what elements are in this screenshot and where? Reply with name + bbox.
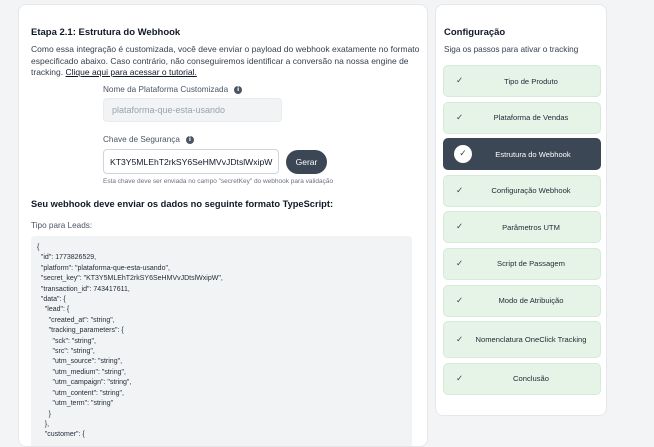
code-line: "customer": {	[37, 431, 85, 439]
step-label: Estrutura do Webhook	[495, 149, 571, 159]
sidebar-subtitle: Siga os passos para ativar o tracking	[444, 45, 579, 54]
intro-paragraph: Como essa integração é customizada, você deve enviar o payload do webhook exatamente no formato especificado abaixo. Caso contrário, não conseguiremos identificar a conversão na nossa engine de tracking.	[31, 44, 420, 77]
tutorial-link[interactable]: Clique aqui para acessar o tutorial.	[65, 67, 197, 77]
security-key-label-text: Chave de Segurança	[103, 135, 180, 144]
step-nomenclatura-oneclick-tracking[interactable]	[443, 321, 601, 358]
code-line: "transaction_id": 743417611,	[37, 285, 130, 293]
step-label: Tipo de Produto	[504, 76, 558, 86]
platform-name-label-text: Nome da Plataforma Customizada	[103, 85, 229, 94]
step-label: Parâmetros UTM	[502, 222, 560, 232]
code-line: },	[37, 420, 50, 428]
check-icon: ✓	[456, 295, 464, 306]
leads-type-label: Tipo para Leads:	[31, 221, 93, 230]
step-configuracao-webhook[interactable]	[443, 175, 601, 207]
check-icon: ✓	[456, 112, 464, 123]
step-label: Plataforma de Vendas	[493, 113, 569, 123]
step-plataforma-de-vendas[interactable]	[443, 102, 601, 134]
check-circle-icon: ✓	[454, 145, 472, 163]
info-icon[interactable]: i	[186, 136, 194, 144]
check-icon: ✓	[456, 258, 464, 269]
code-line: "data": {	[37, 296, 66, 304]
check-icon: ✓	[456, 334, 464, 345]
step-modo-de-atribuicao[interactable]	[443, 285, 601, 317]
step-label: Nomenclatura OneClick Tracking	[475, 335, 587, 345]
check-icon: ✓	[456, 373, 464, 384]
step-label: Conclusão	[513, 374, 549, 384]
step-label: Script de Passagem	[497, 259, 565, 269]
security-key-label	[103, 135, 194, 144]
step-tipo-de-produto[interactable]	[443, 65, 601, 97]
step-title: Etapa 2.1: Estrutura do Webhook	[31, 27, 181, 38]
platform-name-label	[103, 85, 242, 94]
generate-key-button[interactable]: Gerar	[286, 150, 327, 174]
configuration-sidebar	[435, 4, 607, 416]
code-line: "secret_key": "KT3Y5MLEhT2rkSY6SeHMVvJDtslWxipW",	[37, 275, 223, 283]
platform-name-input[interactable]: plataforma-que-esta-usando	[103, 98, 282, 122]
code-line: "utm_term": "string"	[37, 400, 114, 408]
intro-text	[31, 44, 426, 79]
code-line: "platform": "plataforma-que-esta-usando",	[37, 264, 170, 272]
step-parametros-utm[interactable]	[443, 211, 601, 243]
steps-list	[443, 65, 601, 399]
sidebar-title: Configuração	[444, 27, 506, 38]
webhook-structure-card	[18, 4, 428, 447]
security-key-input[interactable]: KT3Y5MLEhT2rkSY6SeHMVvJDtslWxipW	[103, 149, 279, 174]
code-line: "src": "string",	[37, 348, 95, 356]
check-icon: ✓	[456, 222, 464, 233]
code-line: "utm_campaign": "string",	[37, 379, 132, 387]
info-icon[interactable]: i	[234, 86, 242, 94]
step-conclusao[interactable]	[443, 363, 601, 395]
step-label: Configuração Webhook	[491, 186, 571, 196]
code-line: "utm_source": "string",	[37, 358, 123, 366]
code-block	[31, 236, 412, 447]
code-line: "lead": {	[37, 306, 70, 314]
step-script-de-passagem[interactable]	[443, 248, 601, 280]
code-line: {	[37, 244, 40, 251]
code-line: "id": 1773826529,	[37, 254, 97, 262]
code-line: "utm_content": "string",	[37, 389, 124, 397]
check-icon: ✓	[456, 185, 464, 196]
code-line: "utm_medium": "string",	[37, 368, 126, 376]
code-line: "created_at": "string",	[37, 316, 115, 324]
security-key-hint: Esta chave deve ser enviada no campo "secretKey" do webhook para validação	[103, 178, 334, 185]
code-line: }	[37, 410, 52, 418]
check-icon: ✓	[456, 76, 464, 86]
code-line: "sck": "string",	[37, 337, 96, 345]
format-section-title: Seu webhook deve enviar os dados no seguinte formato TypeScript:	[31, 199, 334, 209]
step-label: Modo de Atribuição	[498, 296, 564, 306]
step-estrutura-do-webhook[interactable]	[443, 138, 601, 170]
code-line: "tracking_parameters": {	[37, 327, 124, 335]
